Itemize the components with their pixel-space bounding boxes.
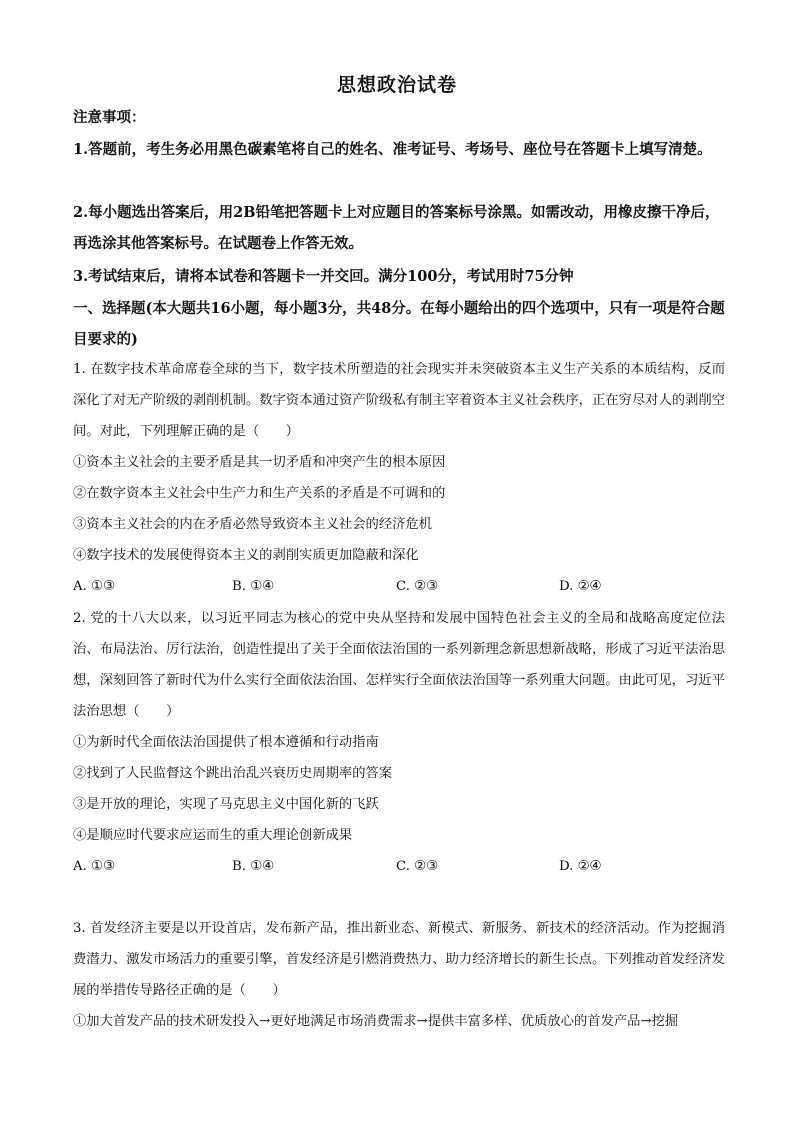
statement-option: ③资本主义社会的内在矛盾必然导致资本主义社会的经济危机	[73, 517, 433, 532]
choice-c: C. ②③	[396, 859, 438, 874]
statement-option: ①加大首发产品的技术研发投入→更好地满足市场消费需求→提供丰富多样、优质放心的首发产品→挖掘	[73, 1014, 679, 1029]
question-1	[73, 354, 725, 602]
question-stem: 1. 在数字技术革命席卷全球的当下，数字技术所塑造的社会现实并未突破资本主义生产关系的本质结构，反而深化了对无产阶级的剥削机制。数字资本通过资产阶级私有制主宰着资本主义社会秩序，正在穷尽对人的剥削空间。对此，下列理解正确的是（ ）	[73, 362, 725, 439]
question-stem: 2. 党的十八大以来，以习近平同志为核心的党中央从坚持和发展中国特色社会主义的全局和战略高度定位法治、布局法治、厉行法治，创造性提出了关于全面依法治国的一系列新理念新思想新战略，形成了习近平法治思想，深刻回答了新时代为什么实行全面依法治国、怎样实行全面依法治国等一系列重大问题。由此可见，习近平法治思想（ ）	[73, 611, 725, 719]
notice-item-3: 3.考试结束后，请将本试卷和答题卡一并交回。满分100分，考试用时75分钟	[73, 268, 574, 285]
choice-d: D. ②④	[559, 579, 602, 594]
notice-item-2: 2.每小题选出答案后，用2B铅笔把答题卡上对应题目的答案标号涂黑。如需改动，用橡皮擦干净后，再选涂其他答案标号。在试题卷上作答无效。	[73, 204, 720, 252]
statement-option: ②找到了人民监督这个跳出治乱兴衰历史周期率的答案	[73, 766, 393, 781]
statement-option: ①为新时代全面依法治国提供了根本遵循和行动指南	[73, 735, 379, 750]
statement-option: ①资本主义社会的主要矛盾是其一切矛盾和冲突产生的根本原因	[73, 455, 446, 470]
question-stem: 3. 首发经济主要是以开设首店，发布新产品，推出新业态、新模式、新服务、新技术的经济活动。作为挖掘消费潜力、激发市场活力的重要引擎，首发经济是引燃消费热力、助力经济增长的新生长点。下列推动首发经济发展的举措传导路径正确的是（ ）	[73, 921, 725, 998]
choice-b: B. ①④	[232, 859, 275, 874]
answer-choices	[73, 851, 725, 882]
choice-b: B. ①④	[232, 579, 275, 594]
notice-heading: 注意事项：	[73, 109, 146, 126]
choice-a: A. ①③	[73, 859, 115, 874]
section-heading: 一、选择题(本大题共16小题，每小题3分，共48分。在每小题给出的四个选项中，只有一项是符合题目要求的)	[73, 300, 725, 348]
notice-item-1: 1.答题前，考生务必用黑色碳素笔将自己的姓名、准考证号、考场号、座位号在答题卡上填写清楚。	[73, 141, 712, 158]
answer-choices	[73, 571, 725, 602]
choice-d: D. ②④	[559, 859, 602, 874]
choice-a: A. ①③	[73, 579, 115, 594]
statement-option: ②在数字资本主义社会中生产力和生产关系的矛盾是不可调和的	[73, 486, 446, 501]
statement-option: ④数字技术的发展使得资本主义的剥削实质更加隐蔽和深化	[73, 548, 419, 563]
page-title: 思想政治试卷	[336, 74, 457, 96]
statement-option: ③是开放的理论，实现了马克思主义中国化新的飞跃	[73, 797, 379, 812]
choice-c: C. ②③	[396, 579, 438, 594]
statement-option: ④是顺应时代要求应运而生的重大理论创新成果	[73, 828, 353, 843]
question-2	[73, 603, 725, 882]
question-3	[73, 913, 725, 1037]
